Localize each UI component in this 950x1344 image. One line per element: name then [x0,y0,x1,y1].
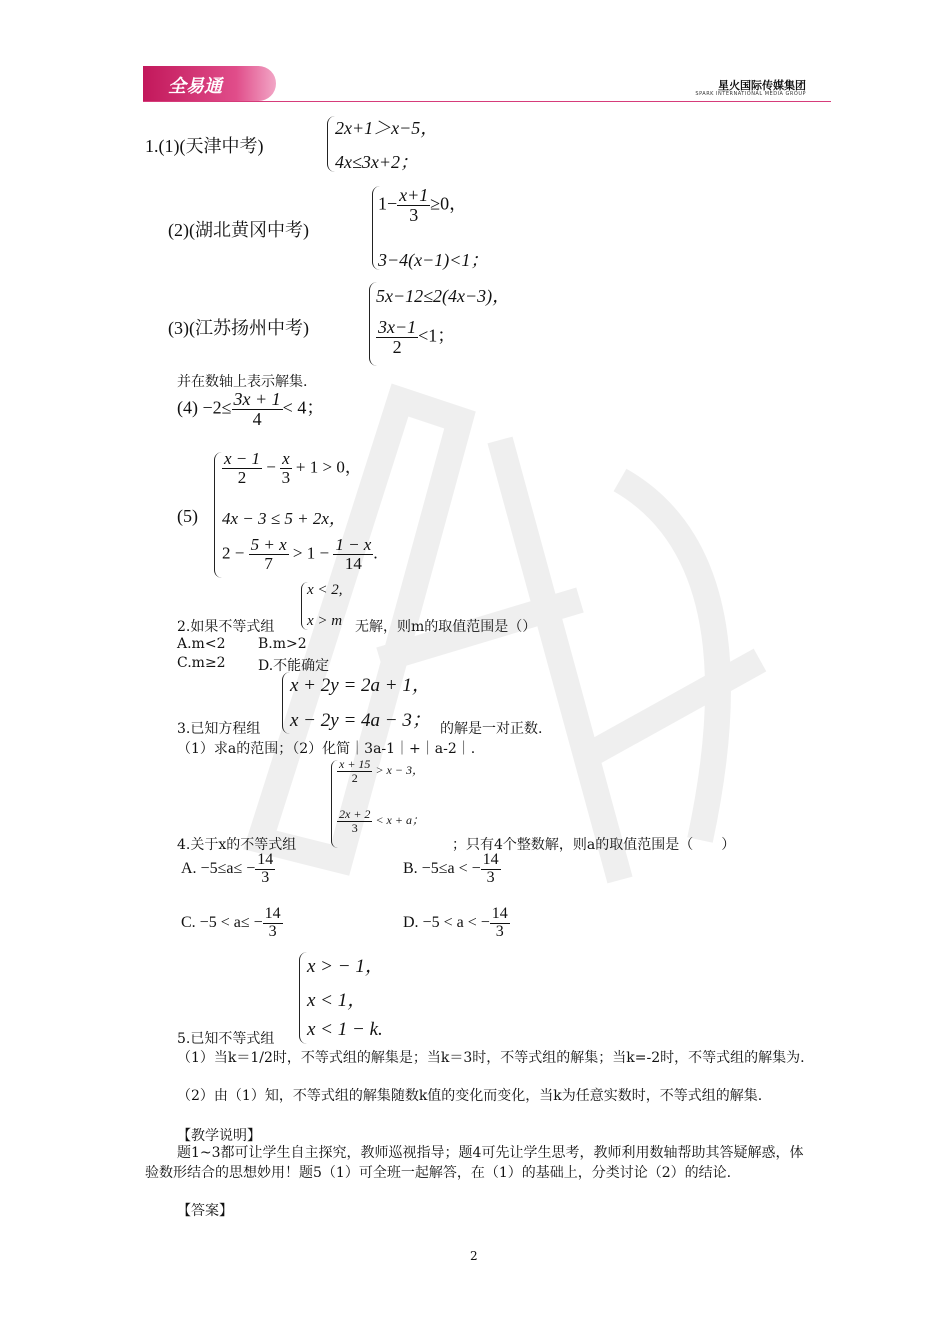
answer-title: 【答案】 [177,1203,233,1219]
q5-sys1: x > − 1， [307,956,384,977]
q4-option-b-den: 3 [486,868,495,886]
q4-sys2-num: 2x + 2 [339,807,371,821]
teaching-body: 题1~3都可让学生自主探究，教师巡视指导；题4可先让学生思考，教师利用数轴帮助其答疑解惑，体验数形结合的思想妙用！题5（1）可全班一起解答，在（1）的基础上，分类讨论（2）的结论. [145,1145,804,1181]
q3-stem-post: 的解是一对正数. [440,721,543,737]
q1-p5-l3-post: . [373,543,378,563]
q2-sys1: x < 2, [307,582,343,598]
q1-p4-post: < 4； [282,397,325,418]
q4-option-c-den: 3 [268,922,277,940]
q1-p1-ineq1: 2x+1＞x−5， [335,118,439,138]
q1-p2-frac-den: 3 [409,204,419,225]
q4-option-d-num: 14 [491,905,508,922]
q1-p5-l3-num1: 5 + x [250,535,287,554]
q1-p2-label: (2)(湖北黄冈中考) [168,220,309,240]
q4-option-b-text: B. −5≤a < − [403,859,481,877]
q1-p3-ineq2-post: <1； [418,325,456,346]
q5-part1: （1）当k＝1/2时，不等式组的解集是；当k＝3时，不等式组的解集；当k=-2时，不等式组的解集为. [177,1050,805,1066]
q4-option-c [181,906,283,941]
q1-p5-l3-den1: 7 [264,553,273,573]
q4-option-b-num: 14 [482,851,499,868]
q5-sys2: x < 1， [307,990,367,1011]
q2-option-a: A.m<2 [177,636,226,652]
q1-p5-l1-num1: x − 1 [224,449,261,468]
q5-stem: 5.已知不等式组 [177,1031,275,1047]
q1-p5-l3-den2: 14 [344,553,362,573]
q1-p1-label: 1.(1)(天津中考) [145,136,264,156]
q1-p5-l1-post: + 1 > 0， [295,457,362,477]
brand-subtitle: SPARK INTERNATIONAL MEDIA GROUP [695,91,806,97]
q1-p3-ineq1: 5x−12≤2(4x−3)， [376,286,511,306]
q1-p5-l3-num2: 1 − x [335,535,372,554]
q2-sys2: x > m [307,613,343,629]
q2-stem-post: 无解，则m的取值范围是（） [355,619,537,635]
q4-sys1-post: > x − 3， [375,762,424,777]
q1-p4-frac-num: 3x + 1 [233,389,281,409]
brand-name: 星火国际传媒集团 [718,79,806,92]
q1-p4-label: (4) [177,397,198,418]
q3-stem-pre: 3.已知方程组 [177,721,261,737]
q2-option-b: B.m>2 [258,636,307,652]
header-divider [143,101,831,102]
q3-sys1: x + 2y = 2a + 1， [290,675,431,696]
q1-p3-label: (3)(江苏扬州中考) [168,318,309,338]
q1-p2-ineq2: 3−4(x−1)<1； [378,250,489,270]
q5-part2: （2）由（1）知，不等式组的解集随数k值的变化而变化，当k为任意实数时，不等式组的解集. [177,1088,763,1104]
q4-option-d [403,906,510,941]
q4-option-a [181,852,275,887]
q4-option-c-text: C. −5 < a≤ − [181,913,263,931]
q1-number-line-text: 并在数轴上表示解集. [177,374,308,390]
teaching-title: 【教学说明】 [177,1128,261,1144]
q4-sys2-post: < x + a； [375,812,424,827]
q1-p5-l1-den1: 2 [237,467,247,487]
q3-subquestions: （1）求a的范围；（2）化简｜3a-1｜+｜a-2｜. [177,741,476,757]
q5-sys3: x < 1 − k. [307,1019,383,1040]
q4-option-c-num: 14 [264,905,281,922]
q4-option-a-num: 14 [257,851,274,868]
q1-p5-label: (5) [177,506,198,526]
q1-p4 [177,390,324,429]
q4-sys1-den: 2 [351,770,358,785]
q1-p3-frac-num: 3x−1 [378,317,417,337]
q1-p2-ineq1 [378,186,467,225]
logo-banner [143,66,276,101]
q1-p5-l3-mid: > 1 − [292,543,330,563]
q2-option-d: D.不能确定 [258,658,330,674]
q4-stem-pre: 4.关于x的不等式组 [177,837,297,853]
q4-sys1 [337,758,424,784]
q1-p4-pre: −2≤ [202,397,232,418]
q1-p5-line1 [222,450,362,487]
q4-option-a-den: 3 [261,868,270,886]
q1-p3-frac-den: 2 [392,336,402,357]
q4-sys1-num: x + 15 [339,757,371,771]
logo-text: 全易通 [168,76,222,97]
q2-stem-pre: 2.如果不等式组 [177,619,275,635]
q1-p3-ineq2 [376,318,455,357]
q1-p4-frac-den: 4 [252,408,262,429]
q1-p5-l3-pre: 2 − [222,543,245,563]
q4-sys2 [337,808,424,834]
q1-p5-line2: 4x − 3 ≤ 5 + 2x， [222,509,346,528]
q1-p5-l1-mid: − [266,457,276,477]
q1-p5-l1-den2: 3 [281,467,291,487]
q4-option-d-den: 3 [495,922,504,940]
q4-option-a-text: A. −5≤a≤ − [181,859,256,877]
q2-option-c: C.m≥2 [177,655,226,671]
q3-sys2: x − 2y = 4a − 3； [290,710,431,731]
q4-option-b [403,852,501,887]
page-number: 2 [470,1249,478,1263]
q4-stem-post: ；只有4个整数解，则a的取值范围是（ ） [452,837,736,853]
q1-p2-frac-num: x+1 [399,185,429,205]
q1-p2-ineq1-post: ≥0， [430,193,468,214]
q1-p2-ineq1-pre: 1− [378,193,398,214]
q4-sys2-den: 3 [351,820,358,835]
q1-p5-l1-num2: x [282,449,290,468]
q1-p1-ineq2: 4x≤3x+2； [335,152,419,172]
q1-p5-line3 [222,536,378,573]
q4-option-d-text: D. −5 < a < − [403,913,490,931]
